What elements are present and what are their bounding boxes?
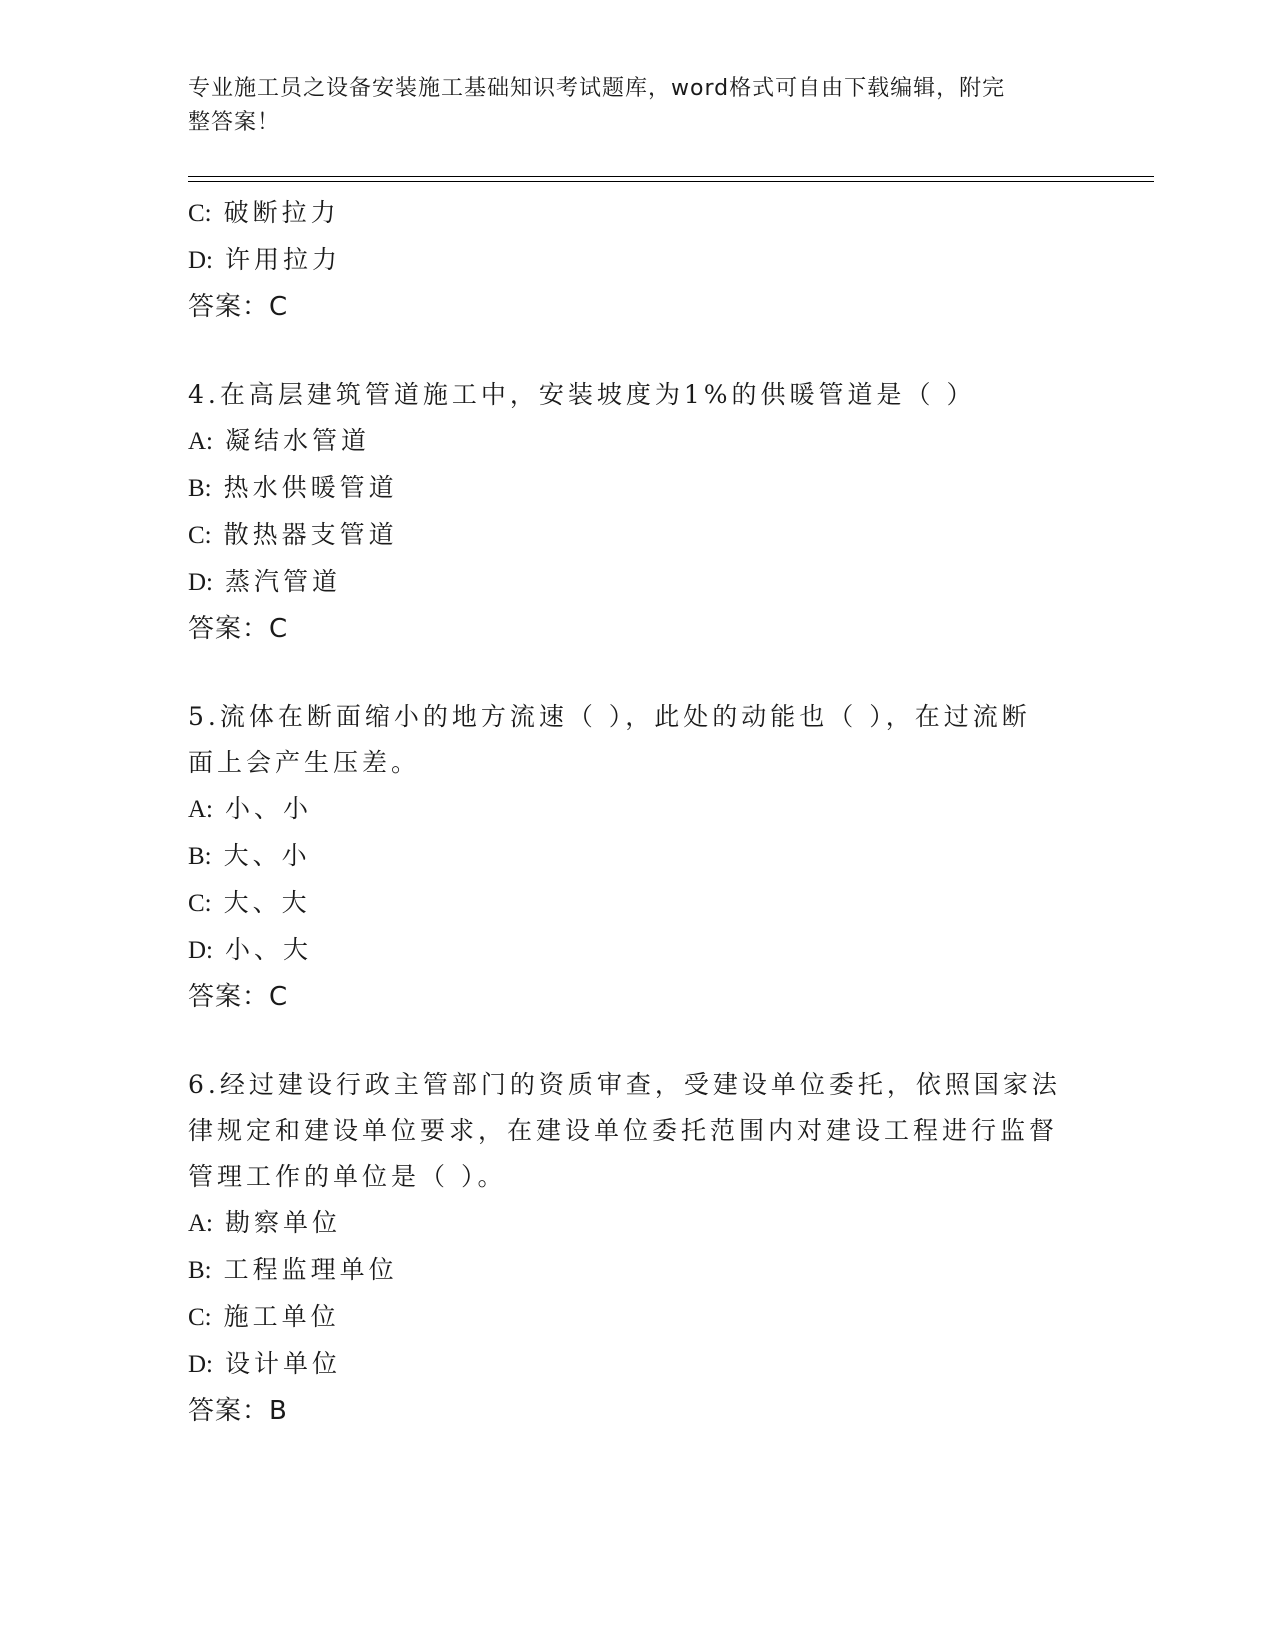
option-text: 热水供暖管道 (223, 473, 398, 502)
option-text: 大、小 (223, 841, 311, 870)
option-key: A: (188, 428, 213, 455)
option-key: B: (188, 1257, 212, 1284)
question-stem-line-1: 5.流体在断面缩小的地方流速（ ），此处的动能也（ ），在过流断 (188, 702, 1031, 731)
question-stem-line-2: 律规定和建设单位要求，在建设单位委托范围内对建设工程进行监督 (188, 1116, 1059, 1145)
option-key: B: (188, 475, 212, 502)
option-c (188, 1294, 1068, 1341)
option-key: D: (188, 569, 213, 596)
option-key: C: (188, 522, 212, 549)
header-divider-bottom (188, 181, 1154, 182)
option-key: C: (188, 890, 212, 917)
option-d (188, 1341, 1068, 1388)
option-text: 小、小 (224, 794, 312, 823)
option-text: 破断拉力 (223, 198, 340, 227)
option-b (188, 465, 1068, 512)
question-stem-line-2: 面上会产生压差。 (188, 748, 421, 777)
option-d (188, 927, 1068, 974)
option-a (188, 1200, 1068, 1247)
question-5 (188, 694, 1068, 1020)
option-text: 勘察单位 (224, 1208, 341, 1237)
spacer (188, 330, 1068, 372)
option-b (188, 833, 1068, 880)
option-text: 小、大 (224, 935, 312, 964)
option-key: D: (188, 247, 213, 274)
question-6 (188, 1062, 1068, 1434)
question-stem-line-1: 6.经过建设行政主管部门的资质审查，受建设单位委托，依照国家法 (188, 1070, 1061, 1099)
question-stem-line-3: 管理工作的单位是（ ）。 (188, 1162, 507, 1191)
option-key: D: (188, 937, 213, 964)
option-key: C: (188, 1304, 212, 1331)
document-header (188, 72, 1068, 140)
option-d (188, 237, 1068, 284)
option-b (188, 1247, 1068, 1294)
option-text: 施工单位 (223, 1302, 340, 1331)
option-a (188, 418, 1068, 465)
answer-line: 答案：B (188, 1396, 288, 1426)
option-c (188, 880, 1068, 927)
option-text: 设计单位 (224, 1349, 341, 1378)
option-text: 凝结水管道 (224, 426, 370, 455)
option-c (188, 512, 1068, 559)
option-key: A: (188, 796, 213, 823)
answer-line: 答案：C (188, 292, 289, 322)
header-line-2: 整答案！ (188, 110, 281, 135)
option-c (188, 190, 1068, 237)
option-text: 散热器支管道 (223, 520, 398, 549)
header-divider-top (188, 176, 1154, 177)
option-key: B: (188, 843, 212, 870)
option-text: 许用拉力 (224, 245, 341, 274)
option-text: 大、大 (223, 888, 311, 917)
spacer (188, 1020, 1068, 1062)
question-list (188, 190, 1068, 1434)
header-line-1: 专业施工员之设备安装施工基础知识考试题库，word格式可自由下载编辑，附完 (188, 76, 1006, 101)
option-key: A: (188, 1210, 213, 1237)
answer-line: 答案：C (188, 614, 289, 644)
option-key: D: (188, 1351, 213, 1378)
answer-line: 答案：C (188, 982, 289, 1012)
option-d (188, 559, 1068, 606)
question-stem: 4.在高层建筑管道施工中，安装坡度为1%的供暖管道是（ ） (188, 380, 976, 409)
question-4 (188, 372, 1068, 652)
spacer (188, 652, 1068, 694)
option-text: 蒸汽管道 (224, 567, 341, 596)
option-key: C: (188, 200, 212, 227)
option-text: 工程监理单位 (223, 1255, 398, 1284)
option-a (188, 786, 1068, 833)
question-3-tail (188, 190, 1068, 330)
